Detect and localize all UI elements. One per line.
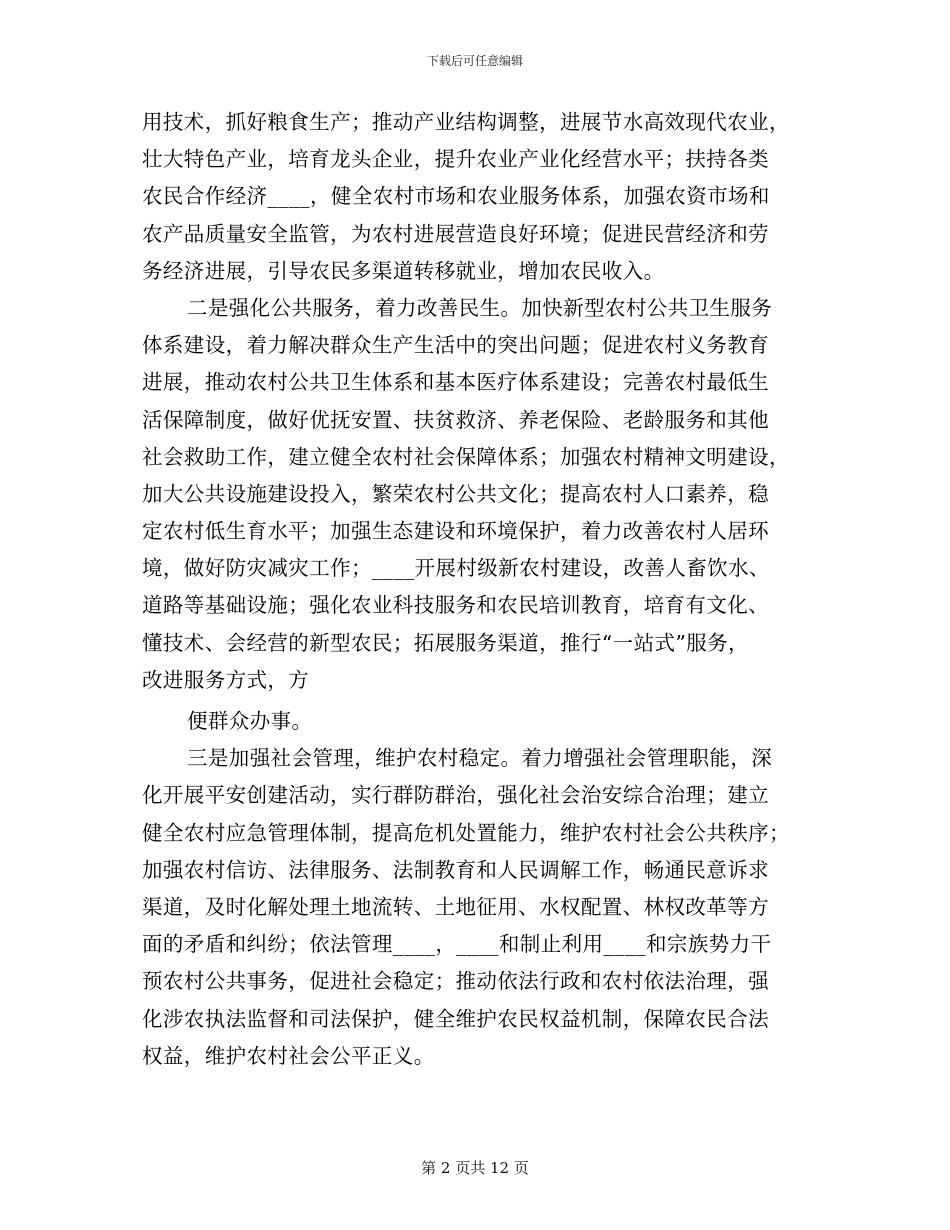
text-line: 进展，推动农村公共卫生体系和基本医疗体系建设；完善农村最低生 <box>142 370 769 395</box>
page-header: 下载后可任意编辑 <box>426 54 523 68</box>
text-line: 道路等基础设施；强化农业科技服务和农民培训教育，培育有文化、 <box>142 593 769 618</box>
text-line: 农产品质量安全监管，为农村进展营造良好环境；促进民营经济和劳 <box>142 221 769 246</box>
text-line: 三是加强社会管理，维护农村稳定。着力增强社会管理职能，深 <box>187 746 773 771</box>
text-line: 加强农村信访、法律服务、法制教育和人民调解工作，畅通民意诉求 <box>142 857 769 882</box>
text-line: 务经济进展，引导农民多渠道转移就业，增加农民收入。 <box>142 258 665 283</box>
text-line: 懂技术、会经营的新型农民；拓展服务渠道，推行“一站式”服务， <box>142 630 749 655</box>
text-line: 定农村低生育水平；加强生态建设和环境保护，着力改善农村人居环 <box>142 519 769 544</box>
text-line: 渠道，及时化解处理土地流转、土地征用、水权配置、林权改革等方 <box>142 894 769 919</box>
text-line: 加大公共设施建设投入，繁荣农村公共文化；提高农村人口素养，稳 <box>142 481 769 506</box>
text-line: 化开展平安创建活动，实行群防群治，强化社会治安综合治理；建立 <box>142 783 769 808</box>
paragraph <box>142 703 832 740</box>
text-line: 改进服务方式，方 <box>142 667 310 692</box>
text-line: 农民合作经济____，健全农村市场和农业服务体系，加强农资市场和 <box>142 184 770 209</box>
text-line: 二是强化公共服务，着力改善民生。加快新型农村公共卫生服务 <box>187 295 773 320</box>
text-line: 用技术，抓好粮食生产；推动产业结构调整，进展节水高效现代农业， <box>142 110 790 134</box>
text-line: 活保障制度，做好优抚安置、扶贫救济、养老保险、老龄服务和其他 <box>142 407 769 432</box>
text-line: 预农村公共事务，促进社会稳定；推动依法行政和农村依法治理，强 <box>142 969 769 994</box>
text-line: 面的矛盾和纠纷；依法管理____，____和制止利用____和宗族势力干 <box>142 932 772 957</box>
text-line: 健全农村应急管理体制，提高危机处置能力，维护农村社会公共秩序； <box>142 820 790 845</box>
text-line: 权益，维护农村社会公平正义。 <box>142 1043 435 1068</box>
text-line: 境，做好防灾减灾工作；____开展村级新农村建设，改善人畜饮水、 <box>142 556 770 581</box>
document-body <box>142 104 832 1075</box>
page-footer: 第 2 页共 12 页 <box>421 1159 529 1177</box>
paragraph <box>142 290 832 699</box>
text-line: 化涉农执法监督和司法保护，健全维护农民权益机制，保障农民合法 <box>142 1006 769 1031</box>
text-line: 体系建设，着力解决群众生产生活中的突出问题；促进农村义务教育 <box>142 333 769 358</box>
text-line: 便群众办事。 <box>187 709 313 733</box>
paragraph <box>142 104 832 290</box>
paragraph <box>142 740 832 1075</box>
text-line: 壮大特色产业，培育龙头企业，提升农业产业化经营水平；扶持各类 <box>142 147 769 172</box>
text-line: 社会救助工作，建立健全农村社会保障体系；加强农村精神文明建设， <box>142 444 790 469</box>
